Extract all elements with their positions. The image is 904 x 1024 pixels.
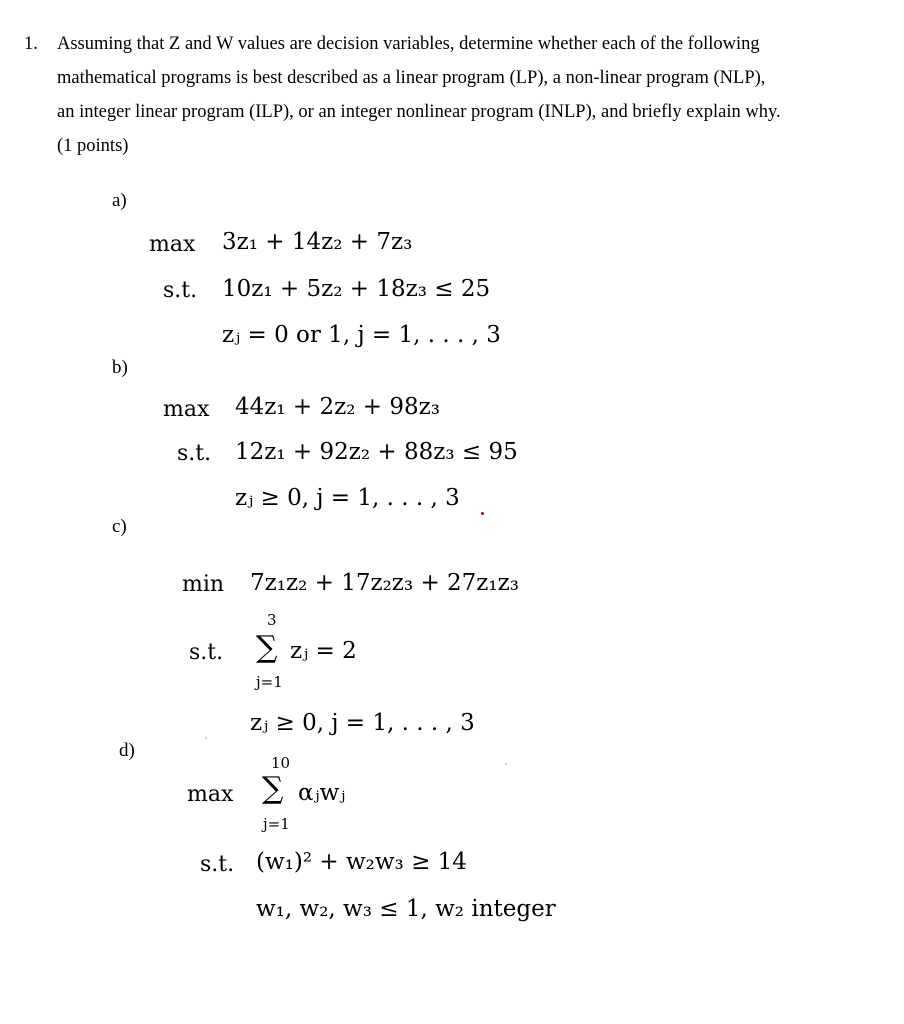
part-d-sum-body: αⱼwⱼ — [298, 780, 346, 806]
part-c-label: c) — [112, 516, 127, 537]
part-a-label: a) — [112, 190, 127, 211]
part-c-sum-lower: j=1 — [256, 673, 283, 691]
part-a-constraint-2: zⱼ = 0 or 1, j = 1, . . . , 3 — [222, 322, 501, 348]
part-d-constraint-1: (w₁)² + w₂w₃ ≥ 14 — [256, 849, 467, 875]
part-b-st-label: s.t. — [177, 441, 212, 466]
part-b-objective-keyword: max — [163, 397, 210, 422]
part-c-sum-body: zⱼ = 2 — [290, 638, 357, 664]
part-d-sum-upper: 10 — [271, 754, 291, 772]
part-c-objective: 7z₁z₂ + 17z₂z₃ + 27z₁z₃ — [250, 570, 519, 596]
part-c-st-label: s.t. — [189, 640, 224, 665]
part-b-label: b) — [112, 357, 128, 378]
part-b-objective: 44z₁ + 2z₂ + 98z₃ — [235, 394, 440, 420]
part-a-objective: 3z₁ + 14z₂ + 7z₃ — [222, 229, 413, 255]
part-a-constraint-1: 10z₁ + 5z₂ + 18z₃ ≤ 25 — [222, 276, 491, 302]
part-d-sum-lower: j=1 — [263, 815, 290, 833]
question-points: (1 points) — [57, 136, 129, 156]
part-b-constraint-1: 12z₁ + 92z₂ + 88z₃ ≤ 95 — [235, 439, 518, 465]
stray-mark-dot — [205, 737, 207, 739]
question-number: 1. — [24, 34, 38, 54]
question-line-2: mathematical programs is best described as a linear program (LP), a non-linear program (NLP), — [57, 68, 766, 88]
part-c-sum-upper: 3 — [267, 611, 277, 629]
part-c-sum-symbol: ∑ — [256, 630, 278, 665]
question-line-1: Assuming that Z and W values are decision variables, determine whether each of the following — [57, 34, 760, 54]
part-a-objective-keyword: max — [149, 232, 196, 257]
part-a-st-label: s.t. — [163, 278, 198, 303]
part-d-objective-keyword: max — [187, 782, 234, 807]
part-b-constraint-2: zⱼ ≥ 0, j = 1, . . . , 3 — [235, 485, 460, 511]
part-d-st-label: s.t. — [200, 852, 235, 877]
part-c-objective-keyword: min — [182, 572, 225, 597]
part-d-constraint-2: w₁, w₂, w₃ ≤ 1, w₂ integer — [256, 896, 556, 922]
part-c-constraint-2: zⱼ ≥ 0, j = 1, . . . , 3 — [250, 710, 475, 736]
part-d-label: d) — [119, 740, 135, 761]
stray-mark-dot — [481, 512, 484, 515]
stray-mark-dot — [505, 763, 507, 765]
part-d-sum-symbol: ∑ — [262, 771, 284, 806]
question-line-3: an integer linear program (ILP), or an integer nonlinear program (INLP), and briefly explain why. — [57, 102, 781, 122]
